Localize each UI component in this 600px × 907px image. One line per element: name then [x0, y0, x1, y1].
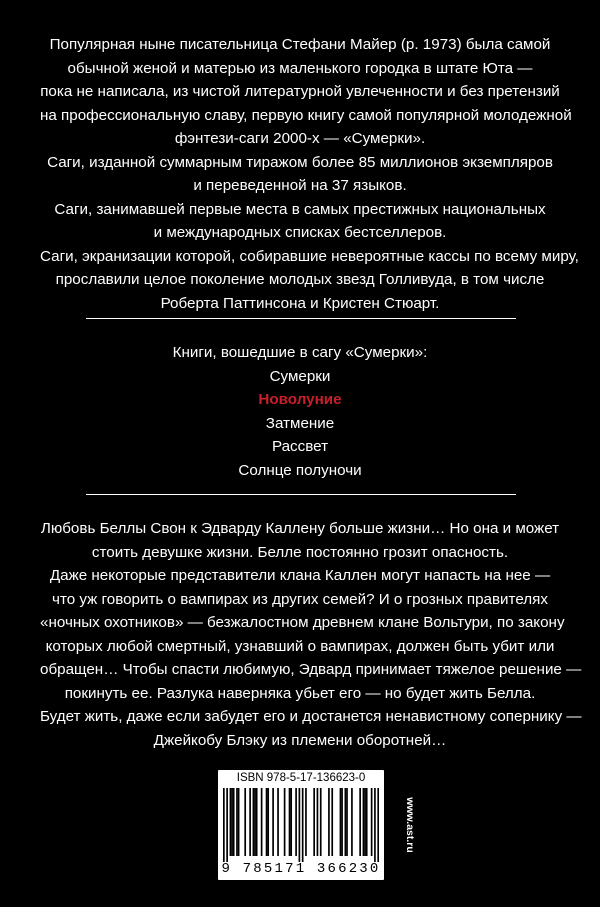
- intro-line: Саги, занимавшей первые места в самых престижных национальных: [54, 200, 546, 218]
- barcode-panel: [218, 770, 384, 880]
- intro-line: Саги, изданной суммарным тиражом более 85 миллионов экземпляров: [47, 153, 553, 171]
- barcode-bar: [266, 788, 268, 856]
- barcode-bar: [230, 788, 232, 856]
- barcode-bar: [226, 788, 228, 862]
- blurb-line: Любовь Беллы Свон к Эдварду Каллену больше жизни… Но она и может: [40, 520, 560, 537]
- intro-line: и переведенной на 37 языков.: [193, 177, 407, 194]
- barcode-bar: [277, 788, 279, 856]
- intro-line: пока не написала, из чистой литературной увлеченности и без претензий: [40, 83, 560, 100]
- barcode-bar: [313, 788, 315, 856]
- barcode-bar: [346, 788, 348, 856]
- barcode-bars-icon: [223, 788, 379, 862]
- barcode-bar: [223, 788, 225, 862]
- barcode-bar: [364, 788, 366, 856]
- barcode-digits: 9 785171 366230: [221, 861, 381, 877]
- barcode-bar: [374, 788, 376, 862]
- barcode-bar: [331, 788, 333, 856]
- barcode-bar: [305, 788, 307, 856]
- intro-line: Роберта Паттинсона и Кристен Стюарт.: [160, 294, 440, 312]
- book-title: Сумерки: [269, 367, 331, 385]
- barcode-bar: [244, 788, 246, 856]
- barcode-bar: [236, 788, 238, 856]
- publisher-website: www.ast.ru: [404, 797, 416, 853]
- barcode-bar: [340, 788, 342, 856]
- book-title-current: Новолуние: [258, 391, 342, 408]
- barcode-bar: [290, 788, 292, 856]
- barcode-bar: [272, 788, 274, 856]
- blurb-line: «ночных охотников» — безжалостном древнем клане Вольтури, по закону: [40, 614, 565, 631]
- barcode-bar: [302, 788, 304, 862]
- intro-line: и международных списках бестселлеров.: [153, 224, 447, 241]
- divider-bottom: [86, 494, 516, 495]
- barcode-bar: [254, 788, 256, 856]
- barcode-bar: [328, 788, 330, 856]
- blurb-line: Даже некоторые представители клана Каллен могут напасть на нее —: [49, 567, 551, 584]
- barcode-bar: [284, 788, 286, 856]
- intro-line: обычной женой и матерью из маленького городка в штате Юта —: [67, 59, 533, 77]
- barcode-bar: [359, 788, 361, 856]
- barcode-bar: [320, 788, 322, 856]
- barcode-bar: [256, 788, 258, 856]
- blurb-line: покинуть ее. Разлука наверняка убьет его — но будет жить Белла.: [64, 684, 536, 702]
- barcode-bar: [341, 788, 343, 856]
- intro-line: прославили целое поколение молодых звезд Голливуда, в том числе: [55, 271, 545, 288]
- barcode-bar: [317, 788, 319, 856]
- book-list: [40, 341, 560, 482]
- blurb-line: стоить девушке жизни. Белле постоянно грозит опасность.: [91, 543, 509, 561]
- barcode-bar: [351, 788, 353, 856]
- book-list-heading: Книги, вошедшие в сагу «Сумерки»:: [172, 344, 428, 361]
- barcode-bar: [363, 788, 365, 856]
- intro-line: Популярная ныне писательница Стефани Майер (р. 1973) была самой: [49, 36, 551, 53]
- barcode-bar: [299, 788, 301, 862]
- barcode-bar: [267, 788, 269, 856]
- barcode-bar: [377, 788, 379, 862]
- blurb-line: обращен… Чтобы спасти любимую, Эдвард принимает тяжелое решение —: [40, 661, 582, 678]
- intro-line: фэнтези-саги 2000-х — «Сумерки».: [174, 130, 426, 147]
- barcode-bar: [371, 788, 373, 856]
- intro-line: на профессиональную славу, первую книгу самой популярной молодежной: [40, 106, 572, 124]
- blurb-text: [40, 517, 582, 752]
- barcode-bar: [249, 788, 251, 856]
- barcode-bar: [366, 788, 368, 856]
- barcode-bar: [231, 788, 233, 856]
- blurb-line: которых любой смертный, узнавший о вампирах, должен быть убит или: [45, 637, 555, 655]
- blurb-line: что уж говорить о вампирах из других семей? И о грозных правителях: [52, 590, 548, 608]
- barcode-bar: [261, 788, 263, 856]
- intro-text: [40, 33, 579, 315]
- barcode-bar: [233, 788, 235, 856]
- barcode-bar: [345, 788, 347, 856]
- barcode-bar: [238, 788, 240, 856]
- book-title: Затмение: [265, 414, 335, 432]
- blurb-line: Джейкобу Блэку из племени оборотней…: [153, 731, 447, 749]
- book-title: Рассвет: [271, 438, 329, 455]
- intro-line: Саги, экранизации которой, собиравшие невероятные кассы по всему миру,: [40, 247, 579, 265]
- barcode-bar: [289, 788, 291, 856]
- blurb-line: Будет жить, даже если забудет его и достанется ненавистному сопернику —: [40, 708, 582, 725]
- divider-top: [86, 318, 516, 319]
- isbn-label: ISBN 978-5-17-136623-0: [236, 772, 366, 784]
- barcode-bar: [253, 788, 255, 856]
- book-title: Солнце полуночи: [238, 461, 362, 479]
- barcode-bar: [295, 788, 297, 856]
